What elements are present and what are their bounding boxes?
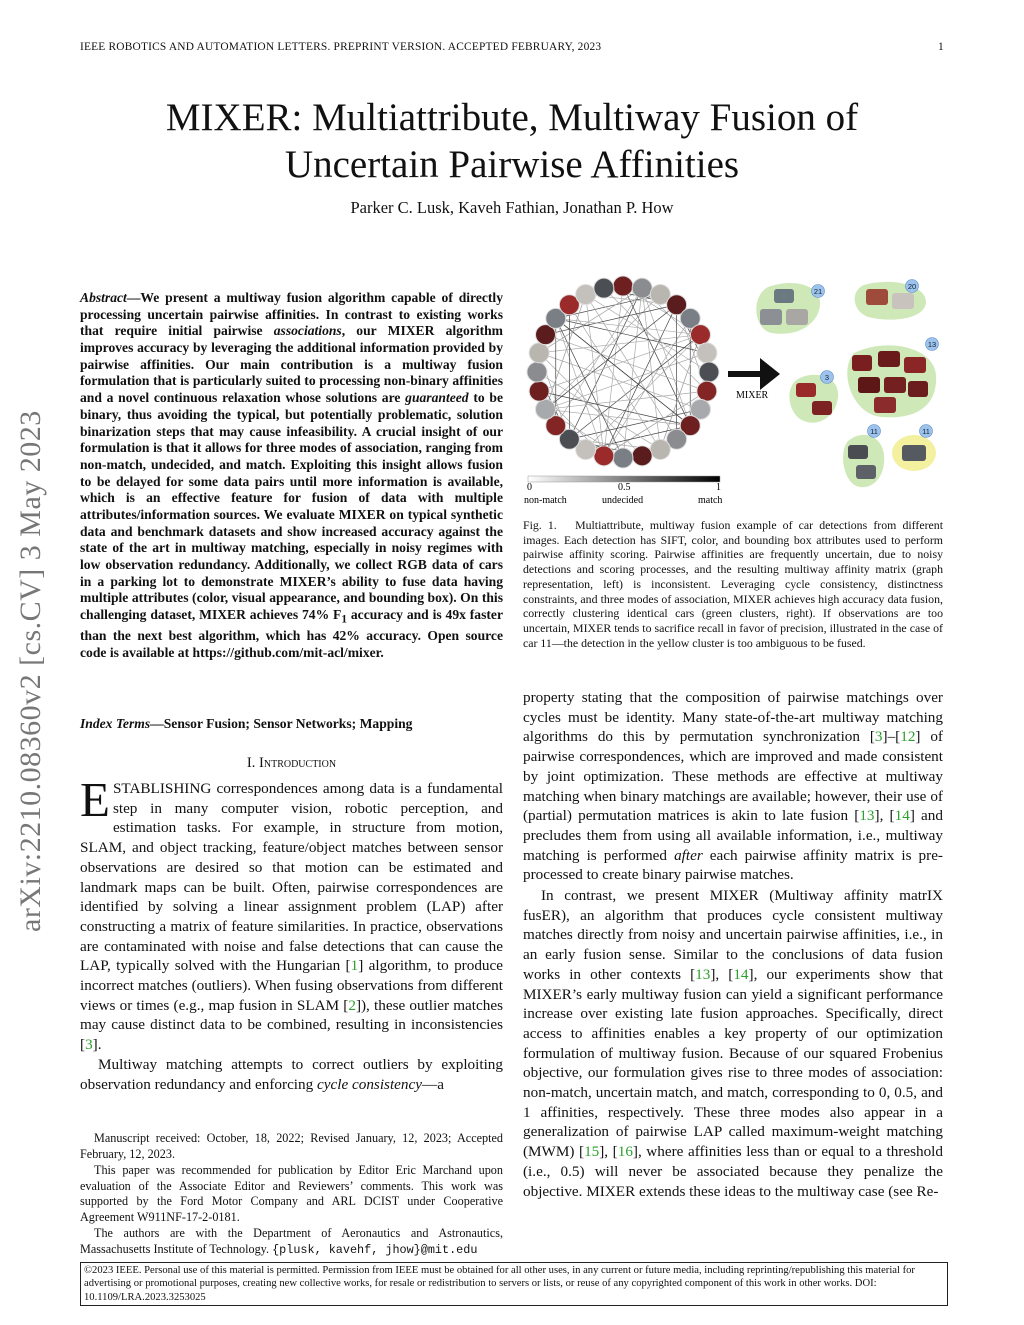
car-detection-node	[529, 381, 549, 401]
citation-link[interactable]: 2	[348, 996, 356, 1014]
colorbar-tick-1: 1	[716, 482, 721, 493]
cluster-11-green	[843, 425, 884, 488]
colorbar-label-match: match	[698, 495, 723, 506]
copyright-notice: ©2023 IEEE. Personal use of this material is permitted. Permission from IEEE must be obtained for all other uses, in any current or future media, including reprinting/republishing this material for advertising or promotional purposes, creating new collective works, for resale or redistribution to servers or lists, or reuse of any copyrighted component of this work in other works. DOI: 10.1109/LRA.2023.3253025	[80, 1262, 948, 1306]
car-detection-node	[529, 343, 549, 363]
citation-link[interactable]: 13	[859, 807, 875, 825]
colorbar-tick-05: 0.5	[618, 482, 631, 493]
right-emphasis: after	[674, 846, 703, 864]
right-text: property stating that the composition of pairwise matchings over cycles must be identity. Many state-of-the-art multiway matching algorithms do this by permutation synchronization [	[523, 689, 943, 746]
car-detection-node	[576, 285, 596, 305]
section-title-rest: ntroduction	[263, 755, 337, 771]
right-text: ], where affinities less than or equal to a threshold (i.e., 0.5) will never be associated because they penalize the objective. MIXER extends these ideas to the multiway case (see Re-	[523, 1143, 943, 1200]
cluster-badge: 21	[813, 287, 823, 296]
cluster-21	[756, 283, 824, 334]
intro-p2-text-a: Multiway matching attempts to correct outliers by exploiting observation redundancy and enforcing	[80, 1055, 503, 1093]
figure-1	[522, 275, 947, 512]
authors: Parker C. Lusk, Kaveh Fathian, Jonathan P. How	[350, 198, 674, 217]
citation-link[interactable]: 16	[617, 1143, 633, 1161]
figure-caption	[523, 518, 943, 650]
intro-text-a: STABLISHING correspondences among data is a fundamental step in many computer vision, robotic perception, and estimation tasks. For example, in structure from motion, SLAM, and object tracking, feature/object matches between sensor observations are desired so that motion can be estimated and landmark maps can be built. Often, pairwise correspondences are identified by solving a linear assignment problem (LAP) after constructing a matrix of feature similarities. In practice, observations are contaminated with noise and false detections that can cause the LAP, typically solved with the Hungarian [	[80, 780, 503, 975]
page-number: 1	[938, 41, 944, 53]
car-detection-node	[697, 343, 717, 363]
intro-paragraph-1	[80, 772, 504, 1055]
index-terms-label: Index Terms	[80, 716, 151, 731]
car-detection-node	[650, 439, 670, 459]
car-detection-node	[594, 278, 614, 298]
abstract-emphasis-2: guaranteed	[405, 390, 469, 406]
citation-link[interactable]: 15	[584, 1143, 600, 1161]
right-text: ], our experiments show that MIXER’s early multiway fusion can yield a significant performance increase over existing late fusion approaches. Specifically, direct access to affinities enables a key property of our optimization formulation of multiway fusion. Because of our squared Frobenius objective, our formulation gives rise to three modes of association: non-match, uncertain match, and match, corresponding to 0, 0.5, and 1 affinities, respectively. These three modes also appear in a generalization of pairwise LAP called maximum-weight matching (MWM) [	[523, 965, 943, 1161]
right-column-body	[523, 688, 943, 1201]
abstract-label: Abstract	[80, 290, 127, 305]
intro-text-b: ] algorithm, to produce incorrect matches (outliers). When fusing observations from different views or times (e.g., map fusion in SLAM [	[80, 957, 504, 1014]
arxiv-stamp: arXiv:2210.08360v2 [cs.CV] 3 May 2023	[14, 410, 47, 932]
colorbar-label-nonmatch: non-match	[524, 495, 567, 506]
mixer-arrow	[728, 358, 780, 390]
colorbar-tick-0: 0	[527, 482, 532, 493]
right-text: In contrast, we present MIXER (Multiway affinity matrIX fusER), an algorithm that produces cycle consistent multiway matches directly from noisy and uncertain pairwise affinities, i.e., in an early fusion sense. Similar to the conclusions of data fusion works in other contexts [	[523, 887, 943, 983]
citation-link[interactable]: 1	[350, 957, 359, 975]
car-detection-node	[697, 381, 717, 401]
cluster-13	[847, 338, 938, 418]
right-text: ] and precludes them from using all available information, i.e., multiway matching is performed	[523, 807, 943, 864]
citation-link[interactable]: 13	[695, 965, 711, 983]
cluster-badge: 13	[927, 340, 937, 349]
figure-caption-label: Fig. 1.	[523, 518, 557, 532]
car-detection-node	[632, 278, 652, 298]
right-text: ], [	[874, 807, 895, 825]
footnotes	[80, 1131, 503, 1259]
right-text: ] of pairwise correspondences, which are improved and made consistent by joint optimization. These methods are effective at multiway matching when binary matchings are available; however, their use of (partial) permutation matrices is akin to late fusion [	[523, 728, 943, 825]
abstract-text-3: to be binary, thus avoiding the typical, but potentially problematic, solution binarization steps that may cause infeasibility. A crucial insight of our formulation is that it allows for three modes of association, ranging from non-match, undecided, and match. Exploiting this insight allows fusion to be delayed for some data pairs until more information is available, which is an effective feature for fusion of data with multiple attributes/information sources. We evaluate MIXER on typical synthetic data and benchmark datasets and show increased accuracy against the state of the art in multiway matching, especially in noisy regimes with low observation redundancy. Additionally, we collect RGB data of cars in a parking lot to demonstrate MIXER’s ability to fuse data having multiple attributes (color, visual appearance, and bounding box). On this challenging dataset, MIXER achieves 74% F	[80, 390, 503, 623]
citation-link[interactable]: 12	[900, 728, 916, 746]
citation-link[interactable]: 3	[85, 1036, 93, 1054]
footnote-affiliation-text: The authors are with the Department of Aeronautics and Astronautics, Massachusetts Institute of Technology.	[80, 1226, 503, 1256]
intro-text-c: ]), these outlier matches may cause distinct data to be combined, resulting in inconsistencies [	[80, 996, 503, 1054]
intro-p2-text-b: —a	[422, 1075, 444, 1093]
cluster-3	[789, 371, 838, 423]
cluster-badge: 11	[870, 427, 878, 436]
cluster-badge: 11	[922, 427, 930, 436]
colorbar-label-undecided: undecided	[602, 495, 644, 506]
dropcap: E	[80, 772, 110, 827]
affinity-edge	[556, 318, 690, 425]
abstract-text-4: accuracy and is 49x faster than the next best algorithm, which has 42% accuracy. Open source code is available at https://github.com/mit-acl/mixer.	[80, 607, 503, 661]
car-detection-node	[613, 276, 633, 296]
section-title-first: I	[259, 755, 264, 771]
footnote-funding: This paper was recommended for publication by Editor Eric Marchand upon evaluation of the Associate Editor and Reviewers’ comments. This work was supported by the Ford Motor Company and ARL DCIST under Cooperative Agreement W911NF-17-2-0181.	[80, 1163, 503, 1224]
intro-text-d: ].	[92, 1036, 102, 1054]
footnote-affiliation	[80, 1226, 503, 1258]
title-line-1: MIXER: Multiattribute, Multiway Fusion of	[165, 96, 859, 139]
abstract-text-2: , our MIXER algorithm improves accuracy by leveraging the additional information provided by pairwise affinities. Our main contribution is a multiway fusion formulation that is particularly suited to processing non-binary affinities and a novel continuous relaxation whose solutions are	[80, 323, 503, 406]
right-text: ]–[	[882, 728, 901, 746]
car-detection-node	[699, 362, 719, 382]
section-heading	[80, 755, 503, 772]
intro-paragraph-2	[80, 1055, 503, 1094]
right-text: each pairwise affinity matrix is pre-processed to create binary pairwise matches.	[523, 846, 943, 884]
cluster-11-yellow	[892, 425, 936, 472]
index-terms	[80, 716, 503, 732]
footnote-manuscript: Manuscript received: October, 18, 2022; Revised January, 12, 2023; Accepted February, 12, 2023.	[80, 1131, 503, 1161]
right-text: ], [	[710, 965, 734, 983]
cluster-20	[855, 280, 926, 320]
section-number: I.	[246, 755, 260, 771]
citation-link[interactable]: 14	[894, 807, 910, 825]
citation-link[interactable]: 3	[874, 728, 883, 746]
cluster-badge: 3	[824, 373, 830, 382]
abstract-emphasis-1: associations	[273, 323, 342, 339]
paper-title	[0, 94, 1024, 188]
abstract-subscript: 1	[341, 613, 348, 626]
cluster-badge: 20	[907, 282, 917, 291]
author-emails: {plusk, kavehf, jhow}@mit.edu	[272, 1242, 478, 1257]
running-header: IEEE ROBOTICS AND AUTOMATION LETTERS. PREPRINT VERSION. ACCEPTED FEBRUARY, 2023	[80, 41, 602, 53]
car-detection-node	[690, 325, 710, 345]
index-terms-text: —Sensor Fusion; Sensor Networks; Mapping	[150, 716, 413, 731]
car-detection-node	[536, 399, 556, 419]
right-paragraph-2	[523, 886, 943, 1201]
car-detection-node	[632, 446, 652, 466]
car-detection-node	[613, 448, 633, 468]
citation-link[interactable]: 14	[733, 965, 749, 983]
intro-p2-emphasis: cycle consistency	[317, 1075, 423, 1093]
mixer-arrow-label: MIXER	[736, 390, 769, 401]
abstract	[80, 290, 503, 662]
right-text: ], [	[599, 1143, 618, 1161]
figure-caption-text: Multiattribute, multiway fusion example of car detections from different images. Each detection has SIFT, color, and bounding box attributes used to perform pairwise affinity scoring. Pairwise affinities are frequently uncertain, due to noisy detections and scoring processes, and the resulting multiway affinity matrix (graph representation, left) is inconsistent. Leveraging cycle consistency, distinctness constraints, and three modes of association, MIXER achieves high accuracy data fusion, correctly clustering identical cars (green clusters, right). If observations are too uncertain, MIXER tends to sacrifice recall in favor of precision, illustrated in the case of car 11—the detection in the yellow cluster is too ambiguous to be fused.	[523, 518, 943, 650]
car-detection-node	[527, 362, 547, 382]
car-detection-node	[594, 446, 614, 466]
abstract-text-1: —We present a multiway fusion algorithm capable of directly processing uncertain pairwise affinities. In contrast to existing works that require initial pairwise	[80, 290, 503, 339]
title-line-2: Uncertain Pairwise Affinities	[284, 143, 740, 186]
right-paragraph-1	[523, 688, 943, 885]
introduction-body	[80, 772, 504, 1094]
